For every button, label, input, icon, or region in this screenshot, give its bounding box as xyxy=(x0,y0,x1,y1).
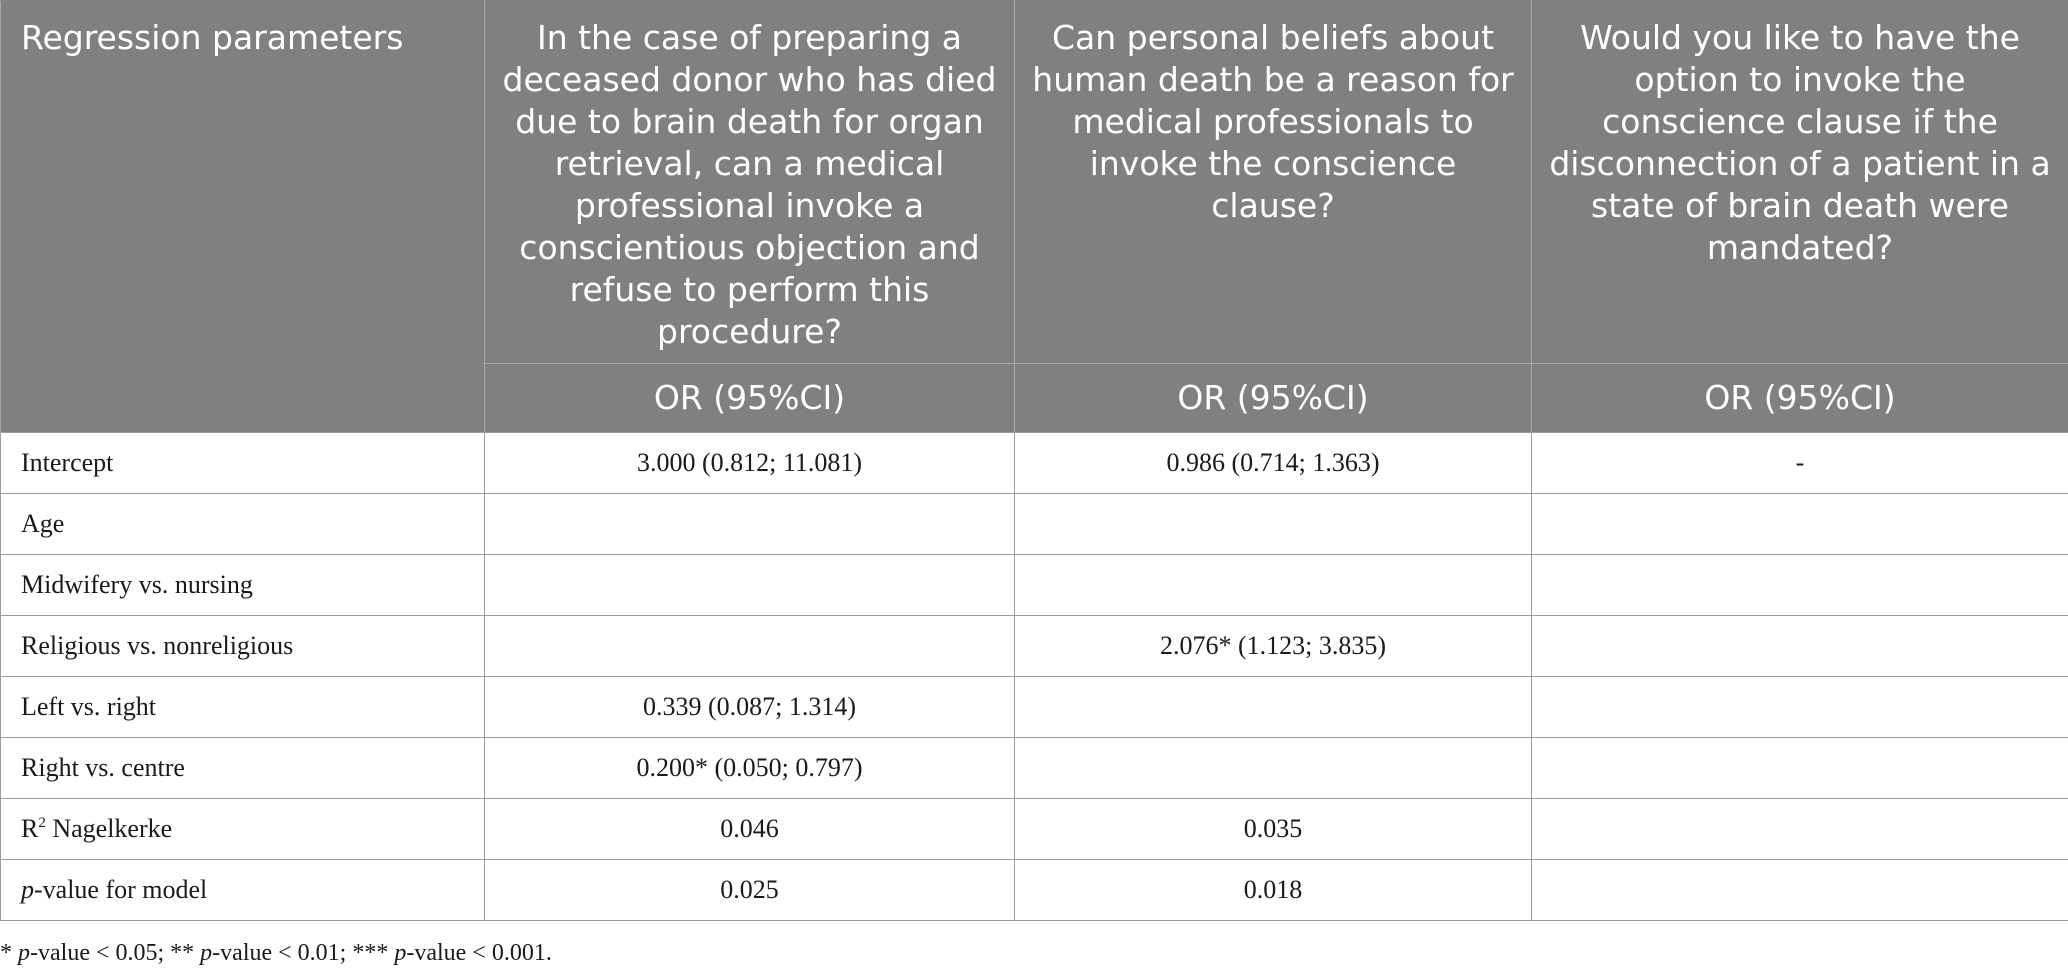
table-cell xyxy=(485,616,1015,677)
table-row xyxy=(1,433,2068,494)
table-cell xyxy=(1532,860,2068,921)
table-footnote xyxy=(0,940,552,967)
table-row xyxy=(1,494,2068,555)
row-label-rest: Nagelkerke xyxy=(45,814,173,843)
row-label xyxy=(1,799,485,860)
footnote-part: -value < 0.01; *** xyxy=(212,940,395,966)
table-cell xyxy=(485,555,1015,616)
row-label-superscript: 2 xyxy=(38,815,46,831)
table-cell xyxy=(1532,799,2068,860)
row-label: Right vs. centre xyxy=(1,738,485,799)
footnote-part: * xyxy=(0,940,18,966)
subheader-1: OR (95%CI) xyxy=(485,364,1015,433)
footnote-part: -value < 0.001. xyxy=(406,940,552,966)
table-row xyxy=(1,616,2068,677)
table-cell: 0.018 xyxy=(1015,860,1532,921)
table-cell xyxy=(485,494,1015,555)
table-cell: 3.000 (0.812; 11.081) xyxy=(485,433,1015,494)
row-label: Left vs. right xyxy=(1,677,485,738)
row-label: Age xyxy=(1,494,485,555)
table-cell: 0.986 (0.714; 1.363) xyxy=(1015,433,1532,494)
question-header-3: Would you like to have the option to invoke the conscience clause if the disconnection of a patient in a state of brain death were mandated? xyxy=(1532,1,2068,364)
row-label xyxy=(1,860,485,921)
row-label-main: R xyxy=(21,814,39,843)
row-label: Religious vs. nonreligious xyxy=(1,616,485,677)
table-cell xyxy=(1532,494,2068,555)
row-label: Midwifery vs. nursing xyxy=(1,555,485,616)
table-cell xyxy=(1015,677,1532,738)
footnote-part-italic: p xyxy=(200,940,213,966)
table-cell xyxy=(1532,738,2068,799)
table-cell xyxy=(1532,555,2068,616)
table-row xyxy=(1,555,2068,616)
table-cell xyxy=(1015,494,1532,555)
row-label-rest: -value for model xyxy=(34,875,208,904)
table-cell xyxy=(1015,738,1532,799)
footnote-part: -value < 0.05; ** xyxy=(30,940,201,966)
table-cell: 2.076* (1.123; 3.835) xyxy=(1015,616,1532,677)
table-cell: 0.200* (0.050; 0.797) xyxy=(485,738,1015,799)
subheader-3: OR (95%CI) xyxy=(1532,364,2068,433)
table-row xyxy=(1,738,2068,799)
table-row xyxy=(1,677,2068,738)
footnote-part-italic: p xyxy=(394,940,407,966)
table-cell: 0.339 (0.087; 1.314) xyxy=(485,677,1015,738)
row-label-italic: p xyxy=(21,875,34,904)
row-label: Intercept xyxy=(1,433,485,494)
table-cell xyxy=(1015,555,1532,616)
question-header-1: In the case of preparing a deceased donor who has died due to brain death for organ retrieval, can a medical professional invoke a conscientious objection and refuse to perform this procedure? xyxy=(485,1,1015,364)
table-cell xyxy=(1532,677,2068,738)
table-cell: 0.046 xyxy=(485,799,1015,860)
corner-header: Regression parameters xyxy=(1,1,485,433)
header-row xyxy=(1,1,2068,364)
question-header-2: Can personal beliefs about human death be a reason for medical professionals to invoke the conscience clause? xyxy=(1015,1,1532,364)
table-row xyxy=(1,799,2068,860)
table-cell: 0.035 xyxy=(1015,799,1532,860)
table-cell xyxy=(1532,616,2068,677)
footnote-part-italic: p xyxy=(18,940,30,966)
table-cell: - xyxy=(1532,433,2068,494)
subheader-2: OR (95%CI) xyxy=(1015,364,1532,433)
table-cell: 0.025 xyxy=(485,860,1015,921)
table-row xyxy=(1,860,2068,921)
